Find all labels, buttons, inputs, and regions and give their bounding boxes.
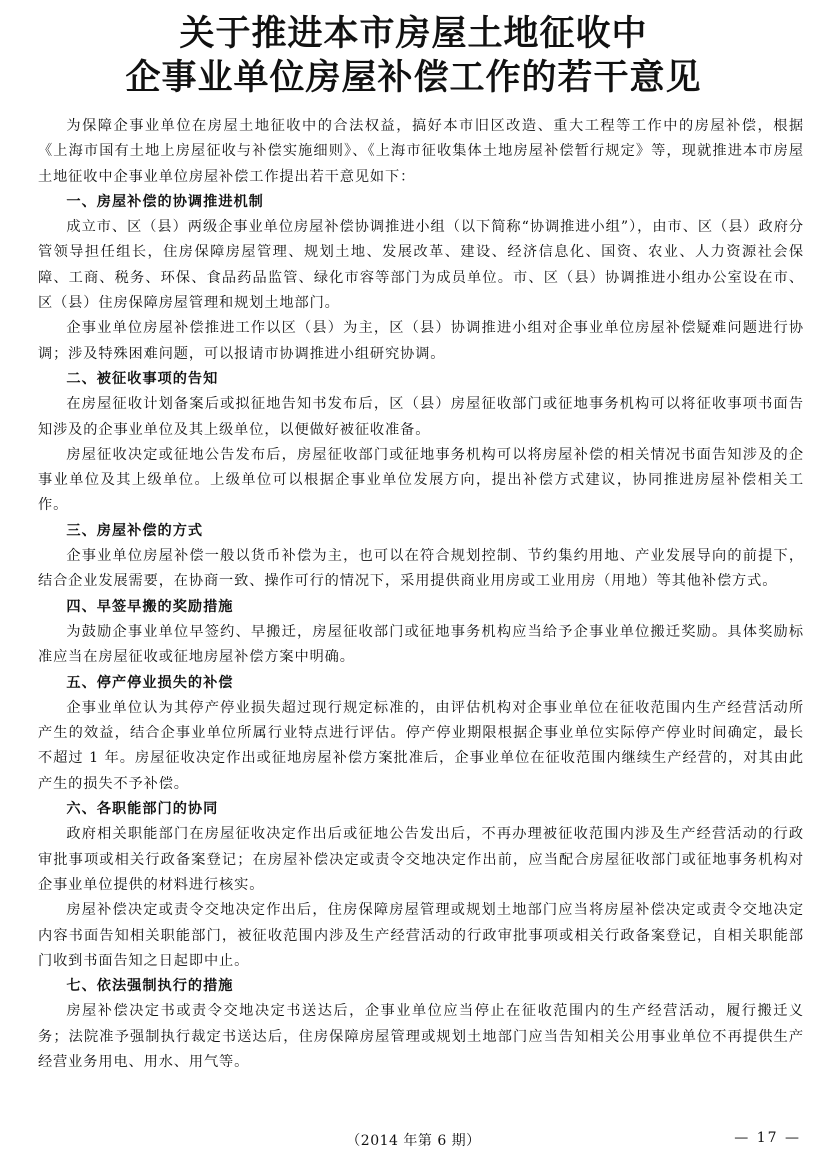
section-heading: 七、依法强制执行的措施 (66, 978, 234, 995)
body-paragraph: 为鼓励企事业单位早签约、早搬迁，房屋征收部门或征地事务机构应当给予企事业单位搬迁奖励。具体奖励标准应当在房屋征收或征地房屋补偿方案中明确。 (38, 623, 804, 666)
section-heading: 六、各职能部门的协同 (66, 801, 219, 818)
section-heading: 四、早签早搬的奖励措施 (66, 598, 234, 615)
document-title-line-1: 关于推进本市房屋土地征收中 (179, 14, 648, 54)
section-heading: 二、被征收事项的告知 (66, 370, 219, 387)
body-paragraph: 房屋补偿决定或责令交地决定作出后，住房保障房屋管理或规划土地部门应当将房屋补偿决定或责令交地决定内容书面告知相关职能部门，被征收范围内涉及生产经营活动的行政审批事项或相关行政备案登记，自相关职能部门收到书面告知之日起即中止。 (38, 902, 804, 969)
body-paragraph: 企事业单位认为其停产停业损失超过现行规定标准的，由评估机构对企事业单位在征收范围内生产经营活动所产生的效益，结合企事业单位所属行业特点进行评估。停产停业期限根据企事业单位实际停产停业时间确定，最长不超过 1 年。房屋征收决定作出或征地房屋补偿方案批准后，企事业单位在征收范围内继续生产经营的，对其由此产生的损失不予补偿。 (38, 699, 804, 792)
issue-label: （2014 年第 6 期） (346, 1133, 481, 1149)
body-paragraph: 企事业单位房屋补偿一般以货币补偿为主，也可以在符合规划控制、节约集约用地、产业发展导向的前提下，结合企业发展需要，在协商一致、操作可行的情况下，采用提供商业用房或工业用房（用地）等其他补偿方式。 (38, 548, 804, 590)
section-heading: 三、房屋补偿的方式 (66, 522, 204, 539)
document-body (38, 114, 804, 1075)
body-paragraph: 房屋征收决定或征地公告发布后，房屋征收部门或征地事务机构可以将房屋补偿的相关情况书面告知涉及的企事业单位及其上级单位。上级单位可以根据企事业单位发展方向，提出补偿方式建议，协同推进房屋补偿相关工作。 (38, 446, 804, 514)
body-paragraph: 政府相关职能部门在房屋征收决定作出后或征地公告发出后，不再办理被征收范围内涉及生产经营活动的行政审批事项或相关行政备案登记；在房屋补偿决定或责令交地决定作出前，应当配合房屋征收部门或征地事务机构对企事业单位提供的材料进行核实。 (38, 826, 804, 893)
body-paragraph: 在房屋征收计划备案后或拟征地告知书发布后，区（县）房屋征收部门或征地事务机构可以将征收事项书面告知涉及的企事业单位及其上级单位，以便做好被征收准备。 (38, 396, 804, 438)
section-heading: 五、停产停业损失的补偿 (66, 674, 234, 691)
section-heading: 一、房屋补偿的协调推进机制 (66, 193, 264, 210)
document-title-line-2: 企事业单位房屋补偿工作的若干意见 (125, 58, 702, 98)
body-paragraph: 成立市、区（县）两级企事业单位房屋补偿协调推进小组（以下简称“协调推进小组”），由市、区（县）政府分管领导担任组长，住房保障房屋管理、规划土地、发展改革、建设、经济信息化、国资、农业、人力资源社会保障、工商、税务、环保、食品药品监管、绿化市容等部门为成员单位。市、区（县）协调推进小组办公室设在市、区（县）住房保障房屋管理和规划土地部门。 (38, 219, 804, 312)
body-paragraph: 为保障企事业单位在房屋土地征收中的合法权益，搞好本市旧区改造、重大工程等工作中的房屋补偿，根据《上海市国有土地上房屋征收与补偿实施细则》、《上海市征收集体土地房屋补偿暂行规定》等，现就推进本市房屋土地征收中企事业单位房屋补偿工作提出若干意见如下： (38, 118, 804, 185)
body-paragraph: 企事业单位房屋补偿推进工作以区（县）为主，区（县）协调推进小组对企事业单位房屋补偿疑难问题进行协调；涉及特殊困难问题，可以报请市协调推进小组研究协调。 (38, 320, 804, 362)
body-paragraph: 房屋补偿决定书或责令交地决定书送达后，企事业单位应当停止在征收范围内的生产经营活动，履行搬迁义务；法院准予强制执行裁定书送达后，住房保障房屋管理或规划土地部门应当告知相关公用事业单位不再提供生产经营业务用电、用水、用气等。 (38, 1003, 804, 1070)
page-number: — 17 — (734, 1130, 801, 1146)
